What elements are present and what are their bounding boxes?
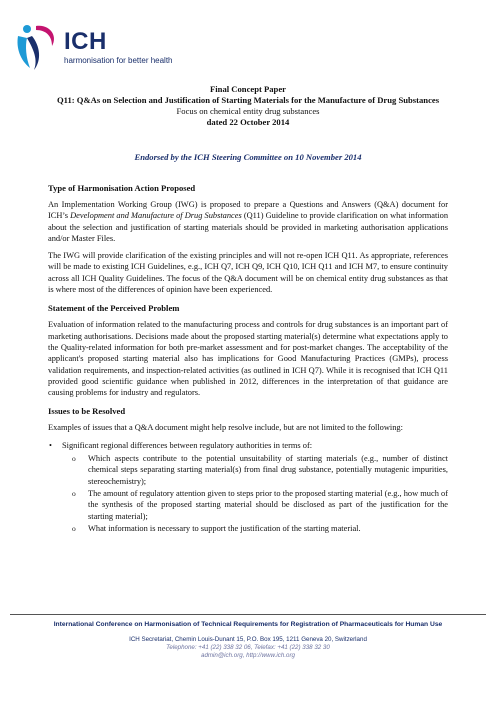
footer-org: International Conference on Harmonisation of Technical Requirements for Registration of Pharmaceuticals for Human Use bbox=[53, 621, 443, 628]
sub-list bbox=[62, 453, 448, 534]
footer-contact: admin@ich.org, http://www.ich.org bbox=[201, 652, 295, 659]
section-issues bbox=[48, 406, 448, 534]
bullet-list bbox=[48, 440, 448, 534]
paragraph: Evaluation of information related to the manufacturing process and controls for drug substances is an important part of marketing authorisations. Decisions made about the proposed starting material(s) determine what expectations apply to the Quality-related information for both pre-market assessment and for post-market changes. The acceptability of the applicant's proposed starting material also has implications for Good Manufacturing Practices (GMPs), process validation requirements, and inspection-related activities (as outlined in ICH Q7). While it is recognised that ICH Q11 provided good scientific guidance when published in 2012, differences in the interpretation of that guidance are causing problems for industry and regulators. bbox=[48, 320, 448, 398]
doc-focus: Focus on chemical entity drug substances bbox=[176, 106, 320, 116]
ich-figure-icon bbox=[14, 22, 60, 72]
section-heading: Statement of the Perceived Problem bbox=[48, 303, 180, 314]
paragraph: Examples of issues that a Q&A document might help resolve include, but are not limited to the following: bbox=[48, 423, 403, 433]
footer-address: ICH Secretariat, Chemin Louis-Dunant 15, P.O. Box 195, 1211 Geneva 20, Switzerland bbox=[129, 636, 367, 643]
doc-type: Final Concept Paper bbox=[210, 84, 286, 94]
section-heading: Type of Harmonisation Action Proposed bbox=[48, 183, 196, 193]
footer-phone: Telephone: +41 (22) 338 32 06, Telefax: +41 (22) 338 32 30 bbox=[166, 644, 330, 651]
list-item: o What information is necessary to support the justification of the starting material. bbox=[62, 523, 448, 534]
list-item: • Significant regional differences between regulatory authorities in terms of: o Which aspects contribute to the potential unsuitability of starting materials (e.g., number of distinct chemical steps separating starting material(s) from final drug substance, potentially mutagenic impurities, stereochemistry); o The amount of regulatory attention given to steps prior to the proposed starting material (e.g., how much of the synthesis of the proposed starting material should be disclosed as part of the justification for the starting material); o What information is necessary to support the justification of the starting material. bbox=[48, 440, 448, 534]
section-problem bbox=[48, 303, 448, 398]
paragraph: An Implementation Working Group (IWG) is proposed to prepare a Questions and Answers (Q&A) document for ICH’s Development and Manufacture of Drug Substances (Q11) Guideline to provide clarification on what information about the selection and justification of starting materials should be provided in marketing authorisation applications and/or Master Files. bbox=[48, 200, 449, 243]
document-title-block bbox=[40, 84, 456, 128]
section-heading: Issues to be Resolved bbox=[48, 406, 126, 417]
page-footer bbox=[10, 621, 486, 659]
ich-logo bbox=[14, 22, 194, 72]
logo-wordmark: ICH bbox=[64, 28, 107, 55]
doc-date: dated 22 October 2014 bbox=[206, 117, 290, 127]
section-type bbox=[48, 183, 448, 295]
endorsement-line: Endorsed by the ICH Steering Committee on 10 November 2014 bbox=[134, 152, 362, 162]
logo-tagline: harmonisation for better health bbox=[64, 56, 173, 65]
list-item: o Which aspects contribute to the potential unsuitability of starting materials (e.g., number of distinct chemical steps separating starting material(s) from final drug substance, potentially mutagenic impurities, stereochemistry); bbox=[62, 453, 448, 487]
list-item: o The amount of regulatory attention given to steps prior to the proposed starting material (e.g., how much of the synthesis of the proposed starting material should be disclosed as part of the justification for the starting material); bbox=[62, 488, 448, 522]
paragraph: The IWG will provide clarification of the existing principles and will not re-open ICH Q11. As appropriate, references will be made to existing ICH Guidelines, e.g., ICH Q7, ICH Q9, ICH Q10, ICH Q11 and ICH M7, to ensure continuity across all ICH Quality Guidelines. The focus of the Q&A document will be on chemical entity drug substances as that is where most of the differences of opinion have been experienced. bbox=[48, 251, 448, 295]
footer-divider bbox=[10, 614, 486, 615]
document-body bbox=[48, 183, 448, 542]
doc-title: Q11: Q&As on Selection and Justification of Starting Materials for the Manufacture of Drug Substances bbox=[56, 95, 440, 105]
